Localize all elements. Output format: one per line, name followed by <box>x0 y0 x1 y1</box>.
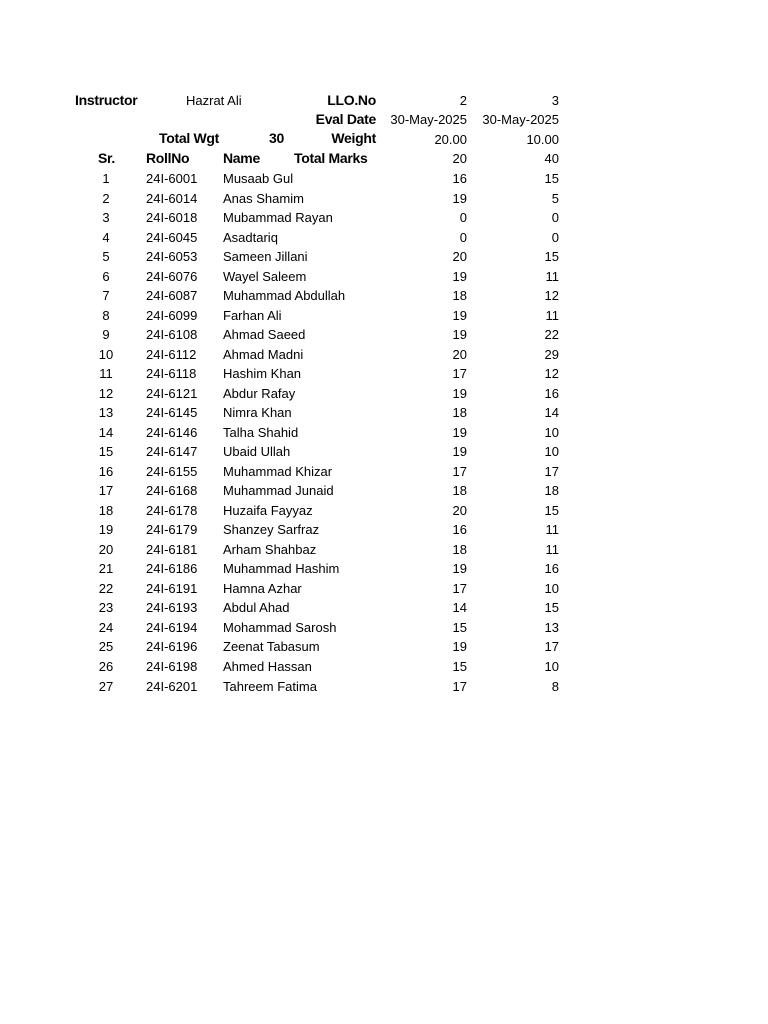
row-name: Ubaid Ullah <box>223 444 291 460</box>
row-sr: 16 <box>98 463 114 479</box>
table-row <box>0 325 768 345</box>
row-rollno: 24I-6053 <box>146 249 198 265</box>
row-name: Muhammad Hashim <box>223 561 340 577</box>
eval-date-1: 30-May-2025 <box>390 112 467 127</box>
table-row <box>0 384 768 404</box>
row-name: Ahmed Hassan <box>223 659 312 674</box>
row-name: Musaab Gul <box>223 171 294 186</box>
row-mark-1: 19 <box>452 424 467 440</box>
table-row <box>0 228 768 248</box>
row-mark-2: 0 <box>551 210 559 226</box>
row-sr: 23 <box>98 600 114 616</box>
table-row <box>0 247 768 267</box>
row-rollno: 24I-6018 <box>146 210 198 226</box>
row-rollno: 24I-6155 <box>146 463 198 479</box>
row-mark-2: 15 <box>544 171 559 186</box>
row-sr: 11 <box>99 366 113 382</box>
row-sr: 2 <box>102 190 110 206</box>
instructor-name: Hazrat Ali <box>186 93 242 108</box>
row-mark-2: 12 <box>544 288 559 304</box>
row-mark-1: 19 <box>452 385 467 401</box>
row-rollno: 24I-6146 <box>146 424 198 440</box>
row-mark-1: 20 <box>452 346 467 362</box>
eval-date-label: Eval Date <box>315 111 376 127</box>
table-row <box>0 189 768 209</box>
row-mark-2: 11 <box>545 522 559 538</box>
row-sr: 17 <box>98 483 114 499</box>
row-mark-1: 14 <box>452 600 467 616</box>
col-header-rollno: RollNo <box>146 150 190 166</box>
row-name: Wayel Saleem <box>223 268 307 284</box>
row-mark-2: 15 <box>544 502 559 518</box>
row-rollno: 24I-6168 <box>146 483 198 499</box>
table-row <box>0 618 768 638</box>
row-mark-1: 17 <box>452 463 467 479</box>
row-name: Huzaifa Fayyaz <box>223 502 313 518</box>
row-mark-2: 14 <box>544 405 559 421</box>
total-marks-2: 40 <box>544 151 559 166</box>
col-header-sr: Sr. <box>98 150 116 166</box>
row-sr: 6 <box>102 268 110 284</box>
row-mark-2: 10 <box>544 424 559 440</box>
llo-value-2: 3 <box>551 93 559 108</box>
row-name: Tahreem Fatima <box>223 678 317 694</box>
row-name: Muhammad Abdullah <box>223 288 346 304</box>
row-mark-1: 19 <box>452 444 467 460</box>
total-wgt-value: 30 <box>269 130 284 146</box>
row-sr: 26 <box>98 659 114 674</box>
table-row <box>0 169 768 189</box>
row-mark-1: 19 <box>452 639 467 655</box>
table-row <box>0 559 768 579</box>
row-mark-2: 15 <box>544 249 559 265</box>
row-name: Nimra Khan <box>223 405 292 421</box>
row-mark-2: 22 <box>544 327 559 343</box>
row-name: Muhammad Khizar <box>223 463 333 479</box>
row-name: Arham Shahbaz <box>223 541 317 557</box>
row-sr: 15 <box>98 444 114 460</box>
row-rollno: 24I-6181 <box>146 541 198 557</box>
col-header-total-marks: Total Marks <box>294 150 368 166</box>
table-row <box>0 481 768 501</box>
row-sr: 9 <box>102 327 110 343</box>
row-mark-2: 5 <box>551 190 559 206</box>
row-mark-1: 19 <box>452 190 467 206</box>
table-row <box>0 364 768 384</box>
table-row <box>0 520 768 540</box>
instructor-label: Instructor <box>75 92 138 108</box>
row-name: Mohammad Sarosh <box>223 619 337 635</box>
row-rollno: 24I-6193 <box>146 600 198 616</box>
table-row <box>0 677 768 697</box>
row-mark-1: 15 <box>452 619 467 635</box>
row-rollno: 24I-6108 <box>146 327 198 343</box>
row-sr: 8 <box>102 307 110 323</box>
row-rollno: 24I-6145 <box>146 405 198 421</box>
table-row <box>0 208 768 228</box>
row-rollno: 24I-6001 <box>146 171 198 186</box>
row-mark-2: 17 <box>544 463 559 479</box>
row-rollno: 24I-6186 <box>146 561 198 577</box>
row-mark-2: 17 <box>544 639 559 655</box>
row-rollno: 24I-6076 <box>146 268 198 284</box>
row-mark-1: 18 <box>452 288 467 304</box>
row-sr: 25 <box>98 639 114 655</box>
row-mark-2: 16 <box>544 561 559 577</box>
row-sr: 5 <box>102 249 110 265</box>
row-rollno: 24I-6014 <box>146 190 198 206</box>
row-mark-2: 10 <box>544 659 559 674</box>
eval-date-2: 30-May-2025 <box>482 112 559 127</box>
row-sr: 21 <box>98 561 114 577</box>
total-wgt-label: Total Wgt <box>159 130 220 146</box>
row-mark-1: 20 <box>452 249 467 265</box>
row-mark-2: 8 <box>551 678 559 694</box>
table-row <box>0 540 768 560</box>
row-mark-1: 18 <box>452 405 467 421</box>
row-mark-1: 0 <box>459 229 467 245</box>
row-sr: 19 <box>98 522 114 538</box>
row-mark-1: 19 <box>452 268 467 284</box>
row-mark-2: 10 <box>544 580 559 596</box>
row-rollno: 24I-6198 <box>146 659 198 674</box>
row-mark-1: 15 <box>452 659 467 674</box>
row-name: Zeenat Tabasum <box>223 639 320 655</box>
row-rollno: 24I-6179 <box>146 522 198 538</box>
row-mark-2: 12 <box>544 366 559 382</box>
row-name: Sameen Jillani <box>223 249 308 265</box>
row-sr: 20 <box>98 541 114 557</box>
row-name: Asadtariq <box>223 229 278 245</box>
row-mark-2: 11 <box>545 268 559 284</box>
table-row <box>0 579 768 599</box>
row-mark-2: 11 <box>545 541 559 557</box>
row-rollno: 24I-6118 <box>146 366 197 382</box>
row-name: Abdur Rafay <box>223 385 296 401</box>
row-name: Ahmad Saeed <box>223 327 306 343</box>
row-rollno: 24I-6194 <box>146 619 198 635</box>
llo-value-1: 2 <box>459 93 467 108</box>
row-mark-1: 19 <box>452 561 467 577</box>
row-sr: 4 <box>102 229 110 245</box>
row-rollno: 24I-6191 <box>146 580 198 596</box>
weight-value-1: 20.00 <box>434 132 467 147</box>
row-name: Anas Shamim <box>223 190 304 206</box>
llo-label: LLO.No <box>327 92 376 108</box>
row-rollno: 24I-6147 <box>146 444 198 460</box>
row-mark-1: 16 <box>452 522 467 538</box>
row-mark-1: 17 <box>452 366 467 382</box>
row-rollno: 24I-6196 <box>146 639 198 655</box>
row-rollno: 24I-6178 <box>146 502 198 518</box>
row-mark-2: 13 <box>544 619 559 635</box>
table-row <box>0 306 768 326</box>
table-row <box>0 403 768 423</box>
row-name: Hashim Khan <box>223 366 302 382</box>
row-name: Abdul Ahad <box>223 600 290 616</box>
row-mark-1: 18 <box>452 483 467 499</box>
row-mark-1: 20 <box>452 502 467 518</box>
row-mark-1: 0 <box>459 210 467 226</box>
table-row <box>0 286 768 306</box>
table-row <box>0 501 768 521</box>
col-header-name: Name <box>223 150 260 166</box>
row-mark-2: 16 <box>544 385 559 401</box>
row-mark-1: 19 <box>452 307 467 323</box>
row-mark-1: 16 <box>452 171 467 186</box>
row-rollno: 24I-6087 <box>146 288 198 304</box>
row-sr: 3 <box>102 210 110 226</box>
row-name: Talha Shahid <box>223 424 299 440</box>
row-mark-1: 19 <box>452 327 467 343</box>
row-name: Muhammad Junaid <box>223 483 334 499</box>
row-name: Hamna Azhar <box>223 580 302 596</box>
weight-label: Weight <box>331 130 376 146</box>
row-name: Mubammad Rayan <box>223 210 333 226</box>
table-row <box>0 598 768 618</box>
weight-value-2: 10.00 <box>526 132 559 147</box>
row-rollno: 24I-6099 <box>146 307 198 323</box>
row-mark-1: 17 <box>452 580 467 596</box>
row-mark-2: 29 <box>544 346 559 362</box>
row-sr: 10 <box>98 346 114 362</box>
table-row <box>0 657 768 677</box>
row-sr: 13 <box>98 405 114 421</box>
row-rollno: 24I-6112 <box>146 346 197 362</box>
row-mark-2: 15 <box>544 600 559 616</box>
total-marks-1: 20 <box>452 151 467 166</box>
row-name: Shanzey Sarfraz <box>223 522 320 538</box>
row-rollno: 24I-6201 <box>146 678 198 694</box>
row-sr: 18 <box>98 502 114 518</box>
row-mark-1: 17 <box>452 678 467 694</box>
table-row <box>0 637 768 657</box>
table-row <box>0 423 768 443</box>
row-sr: 27 <box>98 678 114 694</box>
row-name: Farhan Ali <box>223 307 282 323</box>
row-rollno: 24I-6121 <box>146 385 198 401</box>
row-mark-2: 10 <box>544 444 559 460</box>
row-sr: 24 <box>98 619 114 635</box>
row-mark-2: 11 <box>545 307 559 323</box>
row-sr: 14 <box>98 424 114 440</box>
table-row <box>0 345 768 365</box>
row-name: Ahmad Madni <box>223 346 304 362</box>
row-mark-2: 0 <box>551 229 559 245</box>
table-row <box>0 442 768 462</box>
row-sr: 7 <box>102 288 110 304</box>
row-mark-2: 18 <box>544 483 559 499</box>
table-row <box>0 462 768 482</box>
row-rollno: 24I-6045 <box>146 229 198 245</box>
row-sr: 1 <box>102 171 110 186</box>
row-mark-1: 18 <box>452 541 467 557</box>
row-sr: 12 <box>98 385 114 401</box>
row-sr: 22 <box>98 580 114 596</box>
table-row <box>0 267 768 287</box>
